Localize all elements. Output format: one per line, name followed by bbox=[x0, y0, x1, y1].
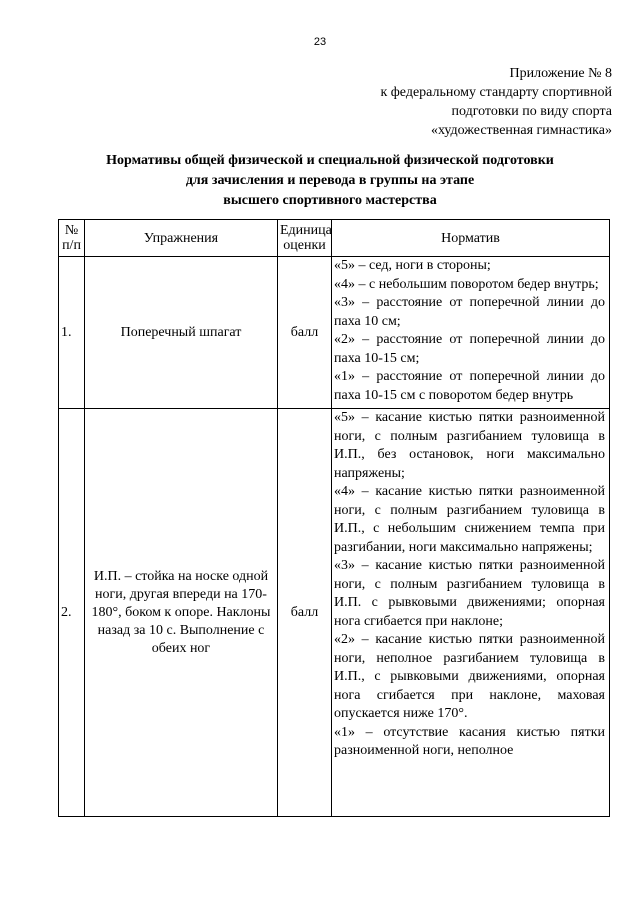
row-exercise: И.П. – стойка на носке одной ноги, другая впереди на 170-180°, боком к опоре. Наклоны назад за 10 с. Выполнение с обеих ног bbox=[85, 409, 278, 817]
appendix-line-3: подготовки по виду спорта bbox=[451, 104, 612, 119]
norm-item: «5» – сед, ноги в стороны; bbox=[334, 258, 491, 273]
row-number: 1. bbox=[59, 257, 85, 409]
norm-item: «1» – отсутствие касания кистью пятки разноименной ноги, неполное bbox=[334, 724, 605, 758]
header-unit-line-2: оценки bbox=[283, 238, 326, 253]
row-unit: балл bbox=[278, 409, 332, 817]
table-row bbox=[59, 257, 610, 409]
page-number: 23 bbox=[313, 36, 327, 48]
row-norms bbox=[332, 257, 610, 409]
appendix-line-4: «художественная гимнастика» bbox=[430, 123, 612, 138]
appendix-header bbox=[380, 64, 612, 140]
header-norm: Норматив bbox=[332, 220, 610, 257]
appendix-line-2: к федеральному стандарту спортивной bbox=[380, 85, 612, 100]
row-number: 2. bbox=[59, 409, 85, 817]
norm-item: «2» – касание кистью пятки разноименной ноги, неполное разгибанием туловища в И.П., с рывковыми движениями, опорная нога сгибается при наклоне, маховая опускается ниже 170°. bbox=[334, 632, 605, 721]
header-exercise: Упражнения bbox=[85, 220, 278, 257]
header-unit-line-1: Единица bbox=[280, 223, 332, 238]
norm-item: «4» – с небольшим поворотом бедер внутрь; bbox=[334, 276, 599, 292]
norm-item: «3» – касание кистью пятки разноименной ноги, с полным разгибанием туловища в И.П. с рывковыми движениями; опорная нога сгибается при наклоне; bbox=[334, 558, 605, 629]
norm-item: «1» – расстояние от поперечной линии до паха 10-15 см с поворотом бедер внутрь bbox=[334, 369, 605, 403]
document-title bbox=[40, 151, 620, 211]
header-number-line-1: № bbox=[64, 223, 79, 238]
row-unit: балл bbox=[278, 257, 332, 409]
header-number bbox=[59, 220, 85, 257]
row-exercise: Поперечный шпагат bbox=[85, 257, 278, 409]
title-line-1: Нормативы общей физической и специальной физической подготовки bbox=[106, 153, 554, 168]
appendix-line-1: Приложение № 8 bbox=[509, 66, 612, 81]
norm-item: «4» – касание кистью пятки разноименной ноги, с полным разгибанием туловища в И.П., с небольшим снижением темпа при разгибании, ноги максимально напряжены; bbox=[334, 484, 605, 555]
norm-item: «5» – касание кистью пятки разноименной ноги, с полным разгибанием туловища в И.П., без остановок, ноги максимально напряжены; bbox=[334, 410, 605, 481]
table-header-row bbox=[59, 220, 610, 257]
standards-table bbox=[58, 219, 610, 817]
table-row bbox=[59, 409, 610, 817]
row-norms bbox=[332, 409, 610, 817]
header-number-line-2: п/п bbox=[62, 238, 81, 253]
title-line-2: для зачисления и перевода в группы на этапе bbox=[185, 173, 475, 188]
norm-item: «2» – расстояние от поперечной линии до паха 10-15 см; bbox=[334, 332, 605, 366]
header-unit bbox=[278, 220, 332, 257]
title-line-3: высшего спортивного мастерства bbox=[223, 193, 437, 208]
norm-item: «3» – расстояние от поперечной линии до паха 10 см; bbox=[334, 295, 605, 329]
